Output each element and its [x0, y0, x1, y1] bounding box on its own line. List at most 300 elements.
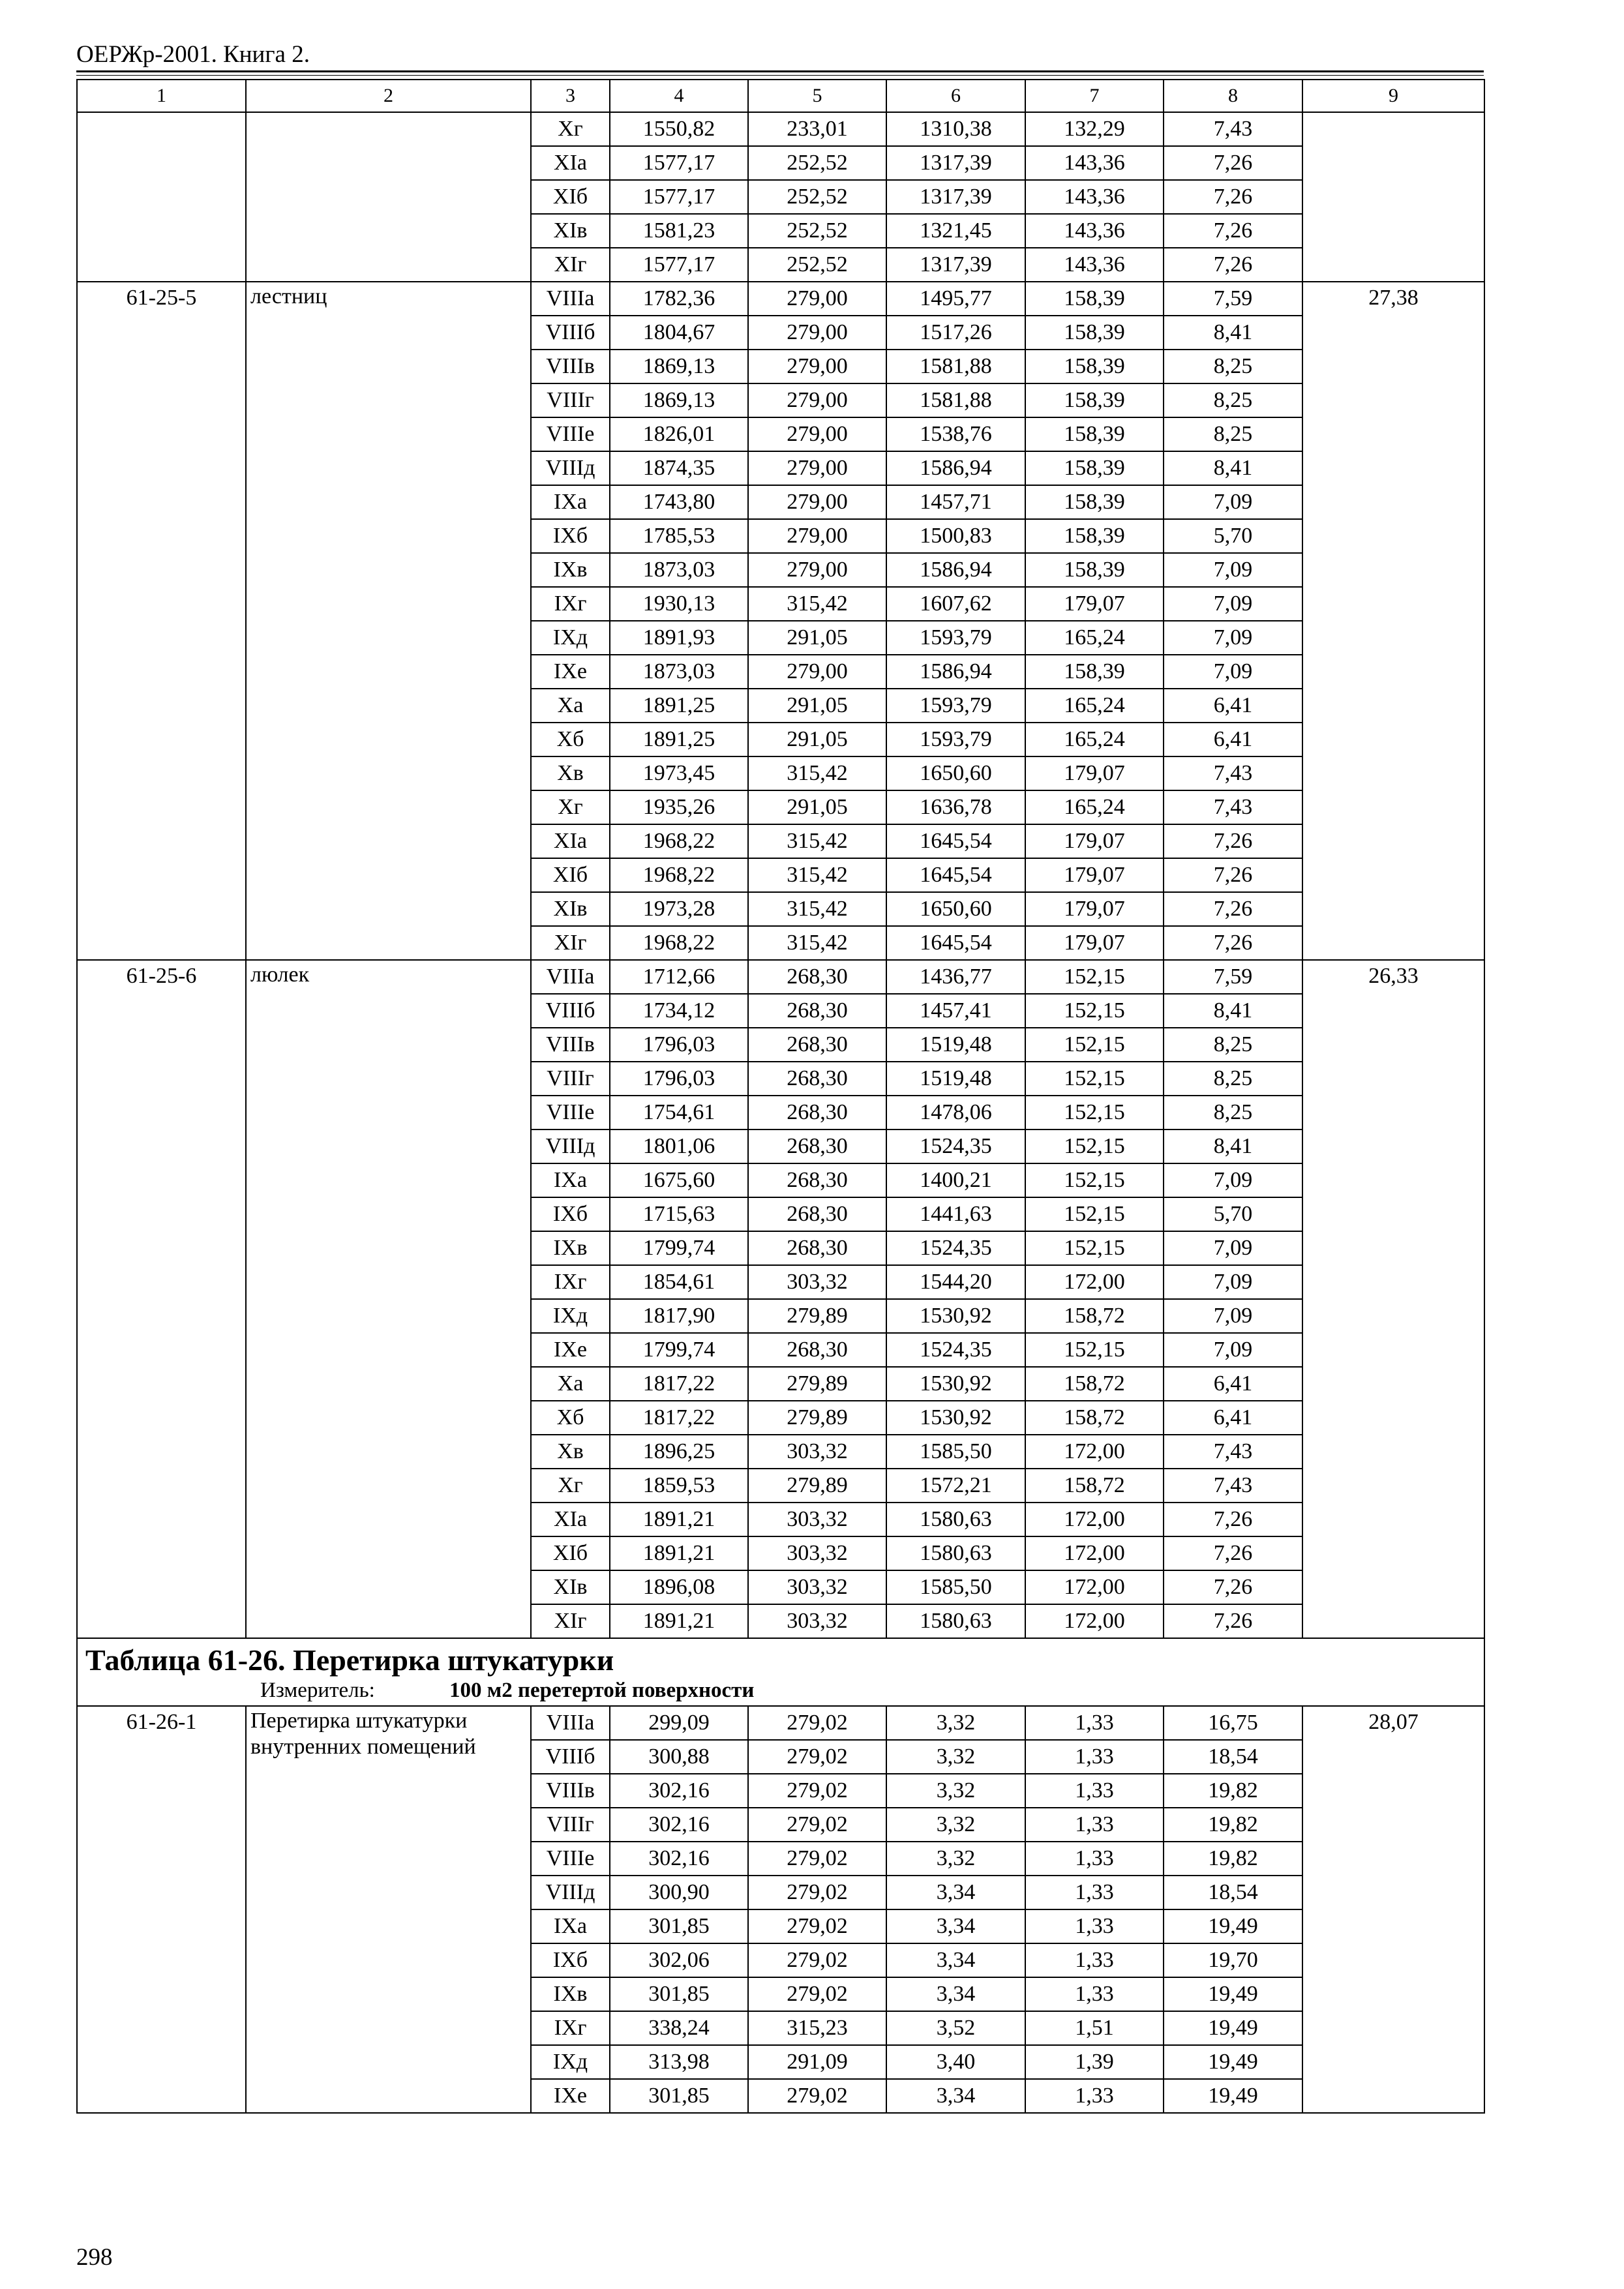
- table-cell: 1500,83: [886, 519, 1025, 553]
- table-cell: XIв: [531, 1570, 610, 1604]
- table-cell: XIг: [531, 926, 610, 960]
- table-cell: 291,05: [748, 689, 886, 723]
- table-cell: 1,33: [1025, 1740, 1164, 1774]
- table-cell: 1804,67: [610, 316, 748, 350]
- table-cell: 158,39: [1025, 350, 1164, 383]
- table-cell: 6,41: [1164, 689, 1302, 723]
- table-cell: 303,32: [748, 1570, 886, 1604]
- table-cell: 1524,35: [886, 1333, 1025, 1367]
- table-cell: 3,40: [886, 2045, 1025, 2079]
- table-cell: 1310,38: [886, 112, 1025, 146]
- column-number: 4: [610, 80, 748, 112]
- table-cell: 7,09: [1164, 1299, 1302, 1333]
- table-cell: 1317,39: [886, 248, 1025, 282]
- table-cell: 268,30: [748, 960, 886, 994]
- table-cell: 268,30: [748, 1197, 886, 1231]
- table-cell: 1896,08: [610, 1570, 748, 1604]
- table-cell: Xв: [531, 1435, 610, 1469]
- table-cell: IXв: [531, 1977, 610, 2011]
- table-cell: 1585,50: [886, 1570, 1025, 1604]
- table-cell: 165,24: [1025, 790, 1164, 824]
- table-cell: 268,30: [748, 1333, 886, 1367]
- table-cell: 8,41: [1164, 316, 1302, 350]
- table-cell: IXб: [531, 1197, 610, 1231]
- table-cell: VIIIг: [531, 1062, 610, 1096]
- column-number: 8: [1164, 80, 1302, 112]
- table-cell: 1478,06: [886, 1096, 1025, 1130]
- table-cell: 152,15: [1025, 1130, 1164, 1163]
- table-cell: 1,33: [1025, 2079, 1164, 2113]
- rate-code: 61-26-1: [77, 1706, 246, 2113]
- table-cell: IXг: [531, 2011, 610, 2045]
- table-cell: 1796,03: [610, 1028, 748, 1062]
- table-cell: 268,30: [748, 1096, 886, 1130]
- table-cell: IXе: [531, 655, 610, 689]
- table-row: [77, 1706, 1484, 1740]
- price-table: [76, 79, 1485, 2114]
- column-number: 9: [1302, 80, 1484, 112]
- table-cell: 301,85: [610, 2079, 748, 2113]
- table-cell: 7,26: [1164, 824, 1302, 858]
- table-cell: 252,52: [748, 214, 886, 248]
- table-cell: IXа: [531, 485, 610, 519]
- table-cell: 7,26: [1164, 214, 1302, 248]
- table-cell: IXв: [531, 1231, 610, 1265]
- table-cell: VIIIб: [531, 316, 610, 350]
- table-cell: 1586,94: [886, 451, 1025, 485]
- table-cell: VIIIа: [531, 1706, 610, 1740]
- table-cell: 6,41: [1164, 1401, 1302, 1435]
- table-cell: 279,00: [748, 451, 886, 485]
- table-cell: 303,32: [748, 1435, 886, 1469]
- table-cell: 165,24: [1025, 723, 1164, 756]
- table-cell: 179,07: [1025, 756, 1164, 790]
- table-cell: 1973,45: [610, 756, 748, 790]
- table-cell: 1580,63: [886, 1604, 1025, 1638]
- table-cell: 8,25: [1164, 383, 1302, 417]
- table-cell: 19,49: [1164, 2079, 1302, 2113]
- table-cell: 1586,94: [886, 655, 1025, 689]
- table-cell: 7,26: [1164, 248, 1302, 282]
- table-cell: XIб: [531, 1536, 610, 1570]
- work-name: лестниц: [246, 282, 531, 960]
- table-cell: 1968,22: [610, 858, 748, 892]
- table-cell: IXе: [531, 1333, 610, 1367]
- table-cell: 18,54: [1164, 1740, 1302, 1774]
- table-cell: 279,89: [748, 1367, 886, 1401]
- table-cell: VIIIе: [531, 1096, 610, 1130]
- table-cell: VIIIв: [531, 1028, 610, 1062]
- table-cell: 1896,25: [610, 1435, 748, 1469]
- table-cell: 1817,90: [610, 1299, 748, 1333]
- table-cell: 1,33: [1025, 1774, 1164, 1808]
- column-number: 1: [77, 80, 246, 112]
- table-cell: 1785,53: [610, 519, 748, 553]
- table-cell: 19,82: [1164, 1808, 1302, 1842]
- table-cell: 1650,60: [886, 892, 1025, 926]
- table-cell: 143,36: [1025, 214, 1164, 248]
- table-cell: 132,29: [1025, 112, 1164, 146]
- table-cell: 300,88: [610, 1740, 748, 1774]
- table-cell: 7,09: [1164, 1333, 1302, 1367]
- table-cell: 16,75: [1164, 1706, 1302, 1740]
- table-cell: 7,09: [1164, 587, 1302, 621]
- table-cell: 3,32: [886, 1740, 1025, 1774]
- table-cell: 7,43: [1164, 790, 1302, 824]
- table-cell: 3,34: [886, 2079, 1025, 2113]
- section-heading-row: [77, 1638, 1484, 1706]
- table-cell: XIа: [531, 146, 610, 180]
- table-cell: 279,02: [748, 1943, 886, 1977]
- table-cell: Xб: [531, 723, 610, 756]
- table-cell: 7,26: [1164, 1570, 1302, 1604]
- table-cell: 1441,63: [886, 1197, 1025, 1231]
- table-cell: IXг: [531, 1265, 610, 1299]
- table-cell: 1,39: [1025, 2045, 1164, 2079]
- table-cell: 7,26: [1164, 1536, 1302, 1570]
- table-cell: 1321,45: [886, 214, 1025, 248]
- table-cell: 1854,61: [610, 1265, 748, 1299]
- table-cell: 315,42: [748, 892, 886, 926]
- table-cell: 3,34: [886, 1943, 1025, 1977]
- table-cell: 179,07: [1025, 892, 1164, 926]
- table-cell: 1,33: [1025, 1943, 1164, 1977]
- table-cell: Xг: [531, 112, 610, 146]
- table-cell: 252,52: [748, 180, 886, 214]
- table-cell: 7,09: [1164, 1231, 1302, 1265]
- column-number: 3: [531, 80, 610, 112]
- table-cell: 1891,93: [610, 621, 748, 655]
- header-rule: [76, 70, 1484, 72]
- table-cell: Xа: [531, 689, 610, 723]
- table-cell: 7,09: [1164, 621, 1302, 655]
- table-cell: 7,09: [1164, 1265, 1302, 1299]
- table-cell: 1517,26: [886, 316, 1025, 350]
- table-cell: Xв: [531, 756, 610, 790]
- table-cell: 1572,21: [886, 1469, 1025, 1503]
- table-cell: 1,33: [1025, 1876, 1164, 1909]
- table-cell: 268,30: [748, 1231, 886, 1265]
- table-cell: 1580,63: [886, 1503, 1025, 1536]
- table-cell: IXб: [531, 519, 610, 553]
- table-cell: 1715,63: [610, 1197, 748, 1231]
- table-cell: 152,15: [1025, 1197, 1164, 1231]
- table-cell: 315,42: [748, 926, 886, 960]
- table-cell: 158,39: [1025, 282, 1164, 316]
- table-cell: 172,00: [1025, 1604, 1164, 1638]
- table-cell: 158,39: [1025, 553, 1164, 587]
- table-row: [77, 282, 1484, 316]
- column-number: 7: [1025, 80, 1164, 112]
- table-cell: 1544,20: [886, 1265, 1025, 1299]
- table-cell: XIа: [531, 824, 610, 858]
- last-column-value: 26,33: [1302, 960, 1484, 1638]
- table-cell: 279,02: [748, 1876, 886, 1909]
- table-cell: 7,09: [1164, 1163, 1302, 1197]
- table-cell: 7,43: [1164, 112, 1302, 146]
- table-cell: Xа: [531, 1367, 610, 1401]
- table-cell: 1645,54: [886, 926, 1025, 960]
- table-cell: 268,30: [748, 1028, 886, 1062]
- table-cell: 143,36: [1025, 146, 1164, 180]
- table-cell: IXб: [531, 1943, 610, 1977]
- table-cell: 291,05: [748, 723, 886, 756]
- table-cell: 1586,94: [886, 553, 1025, 587]
- table-cell: 268,30: [748, 1163, 886, 1197]
- table-cell: 1859,53: [610, 1469, 748, 1503]
- table-cell: 172,00: [1025, 1503, 1164, 1536]
- table-cell: 152,15: [1025, 1333, 1164, 1367]
- table-cell: 1754,61: [610, 1096, 748, 1130]
- table-cell: 7,26: [1164, 1604, 1302, 1638]
- table-cell: 1436,77: [886, 960, 1025, 994]
- table-cell: 299,09: [610, 1706, 748, 1740]
- table-cell: 279,00: [748, 350, 886, 383]
- table-cell: 158,39: [1025, 383, 1164, 417]
- table-cell: 3,32: [886, 1842, 1025, 1876]
- table-cell: 279,00: [748, 485, 886, 519]
- rate-code: 61-25-5: [77, 282, 246, 960]
- table-cell: 19,70: [1164, 1943, 1302, 1977]
- table-cell: 179,07: [1025, 824, 1164, 858]
- table-cell: 158,39: [1025, 451, 1164, 485]
- table-cell: 5,70: [1164, 1197, 1302, 1231]
- table-cell: IXа: [531, 1909, 610, 1943]
- table-cell: 1530,92: [886, 1367, 1025, 1401]
- table-cell: 1317,39: [886, 146, 1025, 180]
- table-row: [77, 112, 1484, 146]
- table-cell: VIIIе: [531, 1842, 610, 1876]
- table-cell: 3,52: [886, 2011, 1025, 2045]
- table-cell: IXд: [531, 2045, 610, 2079]
- table-cell: 152,15: [1025, 1231, 1164, 1265]
- table-cell: XIб: [531, 180, 610, 214]
- table-cell: 1935,26: [610, 790, 748, 824]
- table-cell: XIг: [531, 1604, 610, 1638]
- table-cell: 7,26: [1164, 858, 1302, 892]
- table-cell: 7,59: [1164, 282, 1302, 316]
- table-cell: 1826,01: [610, 417, 748, 451]
- table-cell: 1519,48: [886, 1028, 1025, 1062]
- column-number-row: [77, 80, 1484, 112]
- table-cell: 338,24: [610, 2011, 748, 2045]
- table-cell: VIIIд: [531, 1130, 610, 1163]
- table-cell: 1874,35: [610, 451, 748, 485]
- table-cell: 1,33: [1025, 1977, 1164, 2011]
- table-cell: 19,49: [1164, 2011, 1302, 2045]
- table-cell: IXа: [531, 1163, 610, 1197]
- table-cell: 7,26: [1164, 146, 1302, 180]
- work-name: люлек: [246, 960, 531, 1638]
- table-cell: 279,02: [748, 1774, 886, 1808]
- table-cell: 279,89: [748, 1401, 886, 1435]
- table-cell: 302,16: [610, 1774, 748, 1808]
- table-cell: 291,05: [748, 621, 886, 655]
- table-cell: IXв: [531, 553, 610, 587]
- table-cell: 7,26: [1164, 180, 1302, 214]
- table-cell: 1581,23: [610, 214, 748, 248]
- table-cell: 143,36: [1025, 180, 1164, 214]
- table-cell: 1457,71: [886, 485, 1025, 519]
- table-cell: 158,39: [1025, 316, 1164, 350]
- table-cell: 1645,54: [886, 858, 1025, 892]
- table-cell: 315,42: [748, 756, 886, 790]
- table-cell: 279,00: [748, 553, 886, 587]
- table-cell: 6,41: [1164, 723, 1302, 756]
- meter-line: [85, 1678, 1479, 1703]
- table-cell: 152,15: [1025, 994, 1164, 1028]
- table-cell: 158,39: [1025, 417, 1164, 451]
- table-cell: 7,26: [1164, 926, 1302, 960]
- table-cell: 152,15: [1025, 1096, 1164, 1130]
- last-column-value: 27,38: [1302, 282, 1484, 960]
- table-cell: 1869,13: [610, 383, 748, 417]
- table-cell: 7,09: [1164, 485, 1302, 519]
- table-cell: 268,30: [748, 994, 886, 1028]
- table-cell: 158,39: [1025, 485, 1164, 519]
- table-cell: 1538,76: [886, 417, 1025, 451]
- table-cell: IXд: [531, 621, 610, 655]
- table-cell: 315,42: [748, 587, 886, 621]
- table-cell: 1817,22: [610, 1367, 748, 1401]
- table-cell: 1581,88: [886, 383, 1025, 417]
- table-cell: 1817,22: [610, 1401, 748, 1435]
- table-cell: 1457,41: [886, 994, 1025, 1028]
- table-cell: 3,32: [886, 1774, 1025, 1808]
- table-cell: 7,09: [1164, 655, 1302, 689]
- table-cell: XIб: [531, 858, 610, 892]
- table-cell: 179,07: [1025, 587, 1164, 621]
- table-cell: 19,82: [1164, 1774, 1302, 1808]
- running-header: ОЕРЖр-2001. Книга 2.: [76, 41, 310, 68]
- table-cell: 302,16: [610, 1808, 748, 1842]
- table-cell: 179,07: [1025, 858, 1164, 892]
- table-cell: VIIIв: [531, 350, 610, 383]
- table-cell: 1734,12: [610, 994, 748, 1028]
- table-cell: 152,15: [1025, 1062, 1164, 1096]
- table-cell: 279,02: [748, 1808, 886, 1842]
- table-cell: 279,02: [748, 2079, 886, 2113]
- table-cell: 1524,35: [886, 1231, 1025, 1265]
- table-cell: 303,32: [748, 1503, 886, 1536]
- work-name: [246, 112, 531, 282]
- table-cell: 19,49: [1164, 1977, 1302, 2011]
- table-cell: 1,51: [1025, 2011, 1164, 2045]
- table-cell: 1891,21: [610, 1536, 748, 1570]
- table-cell: XIв: [531, 892, 610, 926]
- table-cell: VIIIа: [531, 282, 610, 316]
- column-number: 2: [246, 80, 531, 112]
- table-cell: 18,54: [1164, 1876, 1302, 1909]
- table-cell: 279,00: [748, 519, 886, 553]
- table-cell: XIа: [531, 1503, 610, 1536]
- table-cell: 7,43: [1164, 1469, 1302, 1503]
- table-cell: 279,00: [748, 316, 886, 350]
- table-row: [77, 960, 1484, 994]
- table-cell: 1580,63: [886, 1536, 1025, 1570]
- table-cell: 7,26: [1164, 892, 1302, 926]
- table-cell: 313,98: [610, 2045, 748, 2079]
- table-cell: 1873,03: [610, 553, 748, 587]
- table-cell: Xб: [531, 1401, 610, 1435]
- table-cell: VIIIе: [531, 417, 610, 451]
- table-cell: 8,25: [1164, 1062, 1302, 1096]
- table-cell: 8,41: [1164, 451, 1302, 485]
- work-name: Перетирка штукатурки внутренних помещений: [246, 1706, 531, 2113]
- table-cell: 1524,35: [886, 1130, 1025, 1163]
- table-cell: 1317,39: [886, 180, 1025, 214]
- table-cell: 279,00: [748, 383, 886, 417]
- table-cell: 1968,22: [610, 926, 748, 960]
- table-cell: 165,24: [1025, 621, 1164, 655]
- table-cell: 279,00: [748, 655, 886, 689]
- table-cell: 8,25: [1164, 1096, 1302, 1130]
- table-cell: 7,43: [1164, 1435, 1302, 1469]
- table-cell: 1593,79: [886, 723, 1025, 756]
- table-cell: 143,36: [1025, 248, 1164, 282]
- table-cell: 179,07: [1025, 926, 1164, 960]
- table-cell: 303,32: [748, 1604, 886, 1638]
- table-cell: 1891,25: [610, 689, 748, 723]
- table-cell: 7,09: [1164, 553, 1302, 587]
- table-cell: 152,15: [1025, 1163, 1164, 1197]
- table-cell: 158,72: [1025, 1401, 1164, 1435]
- table-cell: 1577,17: [610, 248, 748, 282]
- table-cell: 268,30: [748, 1130, 886, 1163]
- table-cell: VIIIд: [531, 451, 610, 485]
- table-cell: 3,34: [886, 1876, 1025, 1909]
- table-cell: XIв: [531, 214, 610, 248]
- table-cell: 1550,82: [610, 112, 748, 146]
- table-cell: 19,82: [1164, 1842, 1302, 1876]
- table-cell: 6,41: [1164, 1367, 1302, 1401]
- table-cell: 3,32: [886, 1808, 1025, 1842]
- table-cell: 158,72: [1025, 1299, 1164, 1333]
- table-cell: VIIIа: [531, 960, 610, 994]
- table-cell: 158,72: [1025, 1469, 1164, 1503]
- table-cell: 7,59: [1164, 960, 1302, 994]
- page-number: 298: [76, 2244, 113, 2271]
- table-cell: XIг: [531, 248, 610, 282]
- table-cell: 1593,79: [886, 621, 1025, 655]
- table-cell: 1869,13: [610, 350, 748, 383]
- table-cell: 1495,77: [886, 282, 1025, 316]
- table-cell: 279,00: [748, 282, 886, 316]
- column-number: 6: [886, 80, 1025, 112]
- table-cell: 252,52: [748, 146, 886, 180]
- table-cell: 8,25: [1164, 417, 1302, 451]
- table-cell: 1,33: [1025, 1706, 1164, 1740]
- table-cell: 158,39: [1025, 519, 1164, 553]
- table-cell: 8,41: [1164, 994, 1302, 1028]
- table-cell: 7,26: [1164, 1503, 1302, 1536]
- table-cell: 1891,21: [610, 1503, 748, 1536]
- table-cell: 268,30: [748, 1062, 886, 1096]
- table-cell: 1650,60: [886, 756, 1025, 790]
- table-cell: 158,39: [1025, 655, 1164, 689]
- table-cell: 315,23: [748, 2011, 886, 2045]
- table-cell: 1743,80: [610, 485, 748, 519]
- table-cell: 302,06: [610, 1943, 748, 1977]
- table-cell: 279,02: [748, 1909, 886, 1943]
- table-cell: 1968,22: [610, 824, 748, 858]
- table-cell: 279,02: [748, 1706, 886, 1740]
- table-cell: 1973,28: [610, 892, 748, 926]
- table-cell: 1801,06: [610, 1130, 748, 1163]
- table-cell: 279,02: [748, 1740, 886, 1774]
- table-cell: 158,72: [1025, 1367, 1164, 1401]
- table-cell: 303,32: [748, 1265, 886, 1299]
